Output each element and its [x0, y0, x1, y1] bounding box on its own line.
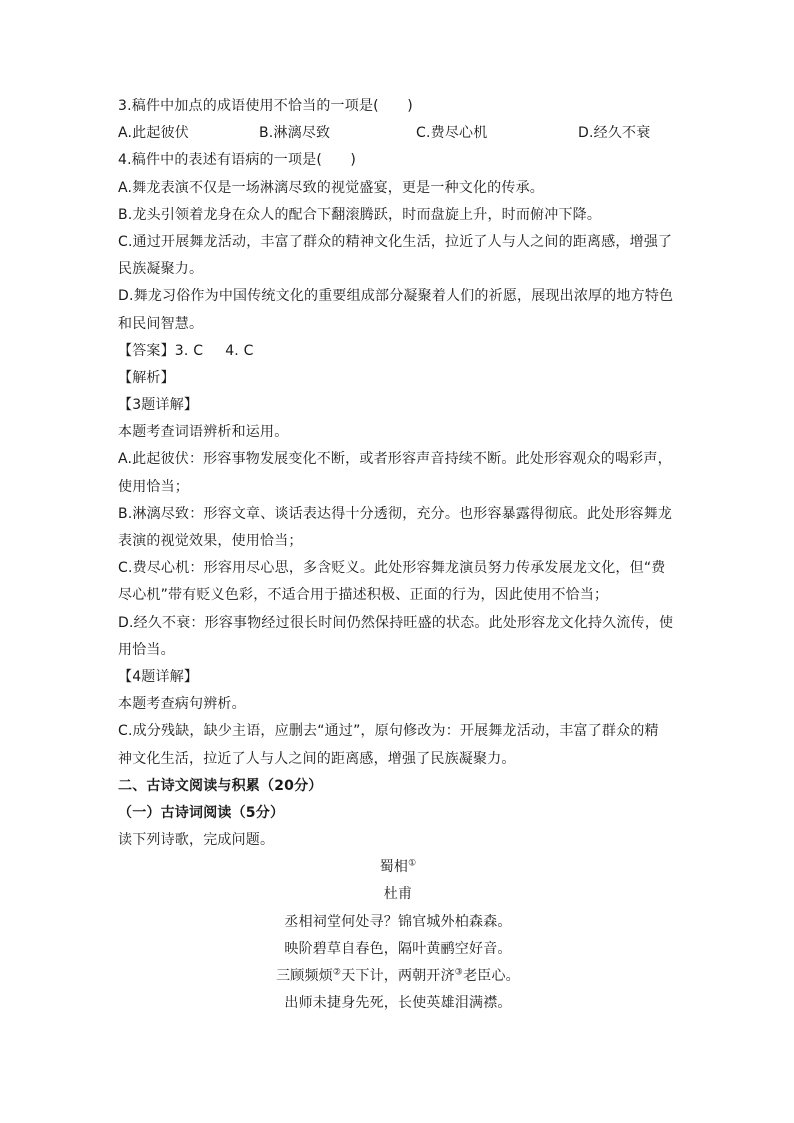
- poem-line-1: 丞相祠堂何处寻？锦官城外柏森森。: [284, 913, 512, 930]
- poem-note-2: ②: [332, 967, 342, 978]
- section2-heading: 二、古诗文阅读与积累（20分）: [118, 777, 323, 794]
- detail3-line: C.费尽心机：形容用尽心思，多含贬义。此处形容舞龙演员努力传承发展龙文化，但“费: [118, 560, 666, 577]
- poem-title-note: ①: [408, 858, 417, 869]
- q3-options: [118, 120, 678, 147]
- answer-line: [118, 338, 678, 365]
- q4-option-d-cont: 和民间智慧。: [118, 315, 204, 332]
- poem-line-2: 映阶碧草自春色，隔叶黄鹂空好音。: [284, 940, 512, 957]
- q3-option-a: A.此起彼伏: [118, 125, 189, 142]
- detail3-line: A.此起彼伏：形容事物发展变化不断，或者形容声音持续不断。此处形容观众的喝彩声，: [118, 451, 672, 468]
- answer-label: 【答案】3. C: [118, 342, 204, 359]
- poem-author: 杜甫: [383, 886, 413, 903]
- detail3-line: D.经久不衰：形容事物经过很长时间仍然保持旺盛的状态。此处形容龙文化持久流传，使: [118, 614, 674, 631]
- analysis-label: 【解析】: [118, 369, 175, 386]
- detail3-line: B.淋漓尽致：形容文章、谈话表达得十分透彻，充分。也形容暴露得彻底。此处形容舞龙: [118, 505, 673, 522]
- poem-line-3: [118, 963, 678, 990]
- q3-option-d: D.经久不衰: [578, 125, 651, 142]
- q3-option-c: C.费尽心机: [416, 125, 488, 142]
- detail3-line: 尽心机”带有贬义色彩，不适合用于描述积极、正面的行为，因此使用不恰当；: [118, 587, 609, 604]
- detail4-line: C.成分残缺，缺少主语，应删去“通过”，原句修改为：开展舞龙活动，丰富了群众的精: [118, 723, 659, 740]
- detail3-line: 表演的视觉效果，使用恰当；: [118, 533, 303, 549]
- section2-subheading: （一）古诗词阅读（5分）: [118, 804, 285, 821]
- q4-option-b: B.龙头引领着龙身在众人的配合下翻滚腾跃，时而盘旋上升，时而俯冲下降。: [118, 206, 602, 223]
- q4-option-c-cont: 民族凝聚力。: [118, 261, 204, 278]
- q4-stem: 4.稿件中的表述有语病的一项是( ): [118, 152, 357, 169]
- poem-title-text: 蜀相: [379, 859, 409, 876]
- detail3-line: 用恰当。: [118, 641, 175, 658]
- section2-instruction: 读下列诗歌，完成问题。: [118, 832, 275, 849]
- detail3-title: 【3题详解】: [118, 397, 199, 414]
- detail3-line: 使用恰当；: [118, 478, 189, 495]
- detail4-title: 【4题详解】: [118, 668, 199, 685]
- poem-line-3-part: 老臣心。: [463, 968, 520, 984]
- answer-second: 4. C: [225, 342, 254, 359]
- q4-option-a: A.舞龙表演不仅是一场淋漓尽致的视觉盛宴，更是一种文化的传承。: [118, 179, 544, 196]
- q4-option-c: C.通过开展舞龙活动，丰富了群众的精神文化生活，拉近了人与人之间的距离感，增强了: [118, 233, 673, 250]
- poem-line-3-part: 天下计，两朝开济: [341, 968, 455, 984]
- detail4-line: 神文化生活，拉近了人与人之间的距离感，增强了民族凝聚力。: [118, 750, 516, 767]
- poem-note-3: ③: [454, 967, 464, 978]
- poem-line-3-part: 三顾频烦: [276, 968, 333, 984]
- detail3-line: 本题考查词语辨析和运用。: [118, 424, 289, 441]
- detail4-line: 本题考查病句辨析。: [118, 696, 246, 713]
- document-page: [118, 93, 678, 1017]
- poem-line-4: 出师未捷身先死，长使英雄泪满襟。: [284, 995, 512, 1012]
- poem-title: [118, 854, 678, 881]
- q4-option-d: D.舞龙习俗作为中国传统文化的重要组成部分凝聚着人们的祈愿，展现出浓厚的地方特色: [118, 288, 674, 305]
- q3-option-b: B.淋漓尽致: [259, 125, 331, 142]
- q3-stem: 3.稿件中加点的成语使用不恰当的一项是( ): [118, 98, 413, 114]
